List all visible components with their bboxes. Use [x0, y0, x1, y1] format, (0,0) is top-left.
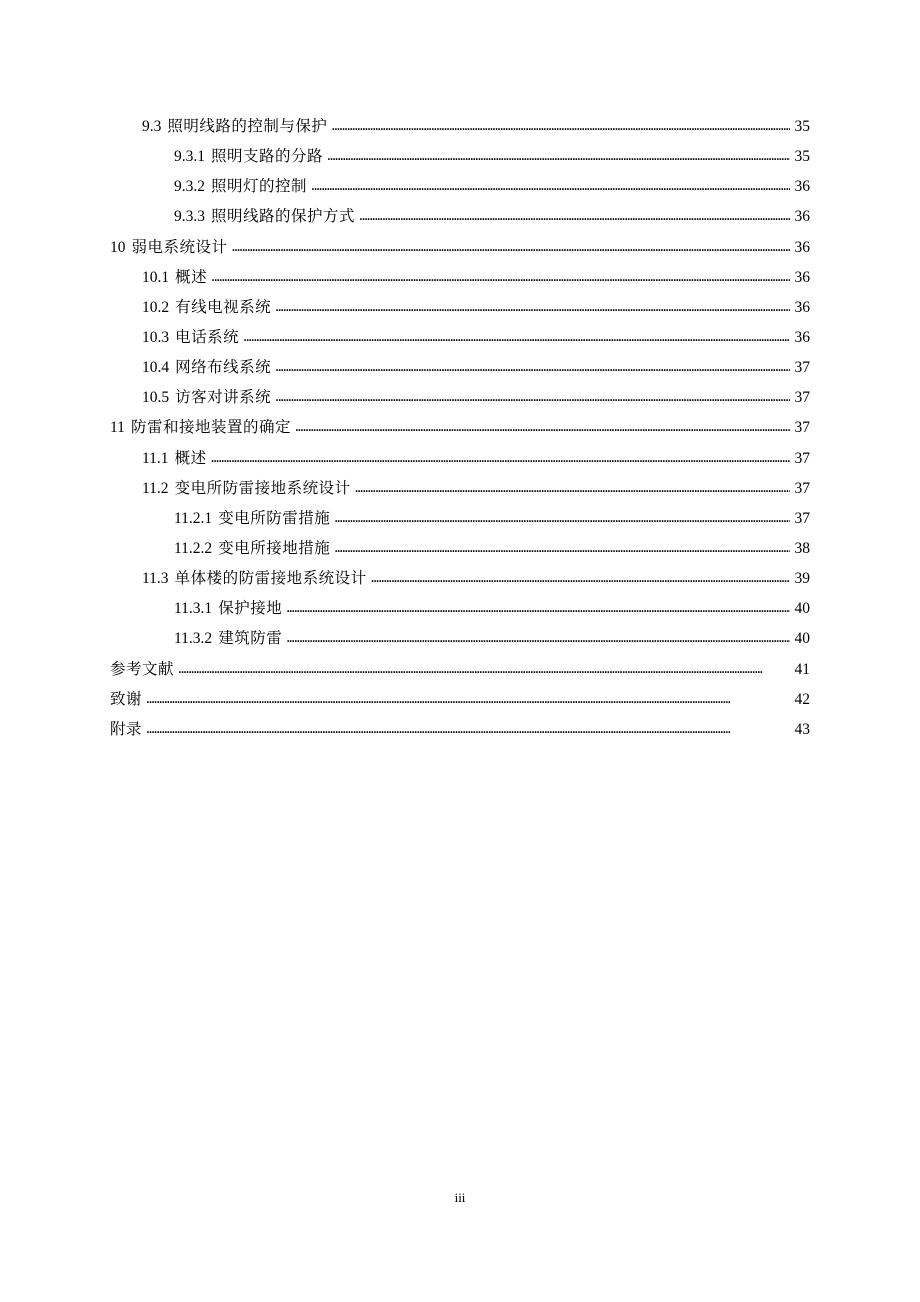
toc-entry-page: 39 — [794, 570, 810, 588]
dot-leader — [275, 382, 790, 412]
toc-entry[interactable] — [110, 233, 810, 263]
toc-entry[interactable] — [110, 655, 810, 685]
dot-leader — [275, 292, 790, 322]
toc-entry[interactable] — [110, 172, 810, 202]
toc-entry-page: 36 — [794, 268, 810, 286]
dot-leader — [232, 232, 790, 262]
toc-entry[interactable] — [110, 564, 810, 594]
toc-entry-number: 11 — [110, 419, 125, 437]
toc-entry-title: 访客对讲系统 — [175, 389, 272, 407]
dot-leader — [355, 473, 790, 503]
toc-entry[interactable] — [110, 624, 810, 654]
toc-entry[interactable] — [110, 293, 810, 323]
toc-entry[interactable] — [110, 534, 810, 564]
dot-leader — [359, 201, 790, 231]
toc-entry-title: 保护接地 — [218, 600, 283, 618]
table-of-contents — [110, 112, 810, 745]
dot-leader — [146, 714, 790, 744]
toc-entry-number: 10.2 — [142, 298, 170, 316]
toc-entry[interactable] — [110, 383, 810, 413]
toc-entry[interactable] — [110, 202, 810, 232]
dot-leader — [371, 563, 790, 593]
toc-entry-number: 11.2.2 — [174, 539, 213, 557]
toc-entry-number: 11.3 — [142, 570, 169, 588]
toc-entry-page: 37 — [794, 509, 810, 527]
page-number: iii — [454, 1190, 466, 1205]
toc-entry[interactable] — [110, 474, 810, 504]
toc-entry[interactable] — [110, 715, 810, 745]
toc-entry[interactable] — [110, 353, 810, 383]
toc-entry-page: 36 — [794, 328, 810, 346]
toc-entry-page: 40 — [794, 630, 810, 648]
toc-entry-number: 9.3.1 — [174, 148, 205, 166]
toc-entry-page: 36 — [794, 208, 810, 226]
toc-entry-number: 9.3 — [142, 118, 162, 135]
dot-leader — [334, 503, 790, 533]
toc-entry-title: 附录 — [110, 720, 143, 738]
toc-entry-title: 变电所防雷接地系统设计 — [174, 479, 351, 497]
toc-entry-page: 42 — [794, 690, 810, 708]
toc-entry-page: 37 — [794, 479, 810, 497]
toc-entry-number: 11.2.1 — [174, 509, 213, 527]
toc-entry-title: 弱电系统设计 — [131, 238, 228, 256]
toc-entry-title: 变电所防雷措施 — [218, 509, 331, 527]
toc-entry[interactable] — [110, 685, 810, 715]
toc-entry-title: 有线电视系统 — [175, 298, 272, 316]
dot-leader — [311, 171, 790, 201]
toc-entry-number: 11.3.1 — [174, 600, 213, 618]
toc-entry-page: 36 — [794, 298, 810, 316]
toc-entry[interactable] — [110, 594, 810, 624]
toc-entry-number: 10.1 — [142, 268, 170, 286]
toc-entry-page: 36 — [794, 178, 810, 196]
dot-leader — [178, 654, 790, 684]
toc-entry-number: 10.4 — [142, 359, 170, 377]
toc-entry-title: 电话系统 — [175, 328, 240, 346]
toc-entry-page: 37 — [794, 419, 810, 437]
toc-entry-number: 10.5 — [142, 389, 170, 407]
toc-entry[interactable] — [110, 142, 810, 172]
toc-entry-number: 10.3 — [142, 328, 170, 346]
toc-entry-number: 9.3.2 — [174, 178, 205, 196]
dot-leader — [286, 623, 790, 653]
toc-entry[interactable] — [110, 444, 810, 474]
toc-entry-title: 概述 — [175, 268, 208, 286]
toc-entry-page: 37 — [794, 449, 810, 467]
toc-entry-title: 照明线路的保护方式 — [211, 208, 356, 226]
toc-entry-title: 照明线路的控制与保护 — [167, 118, 328, 135]
toc-entry-page: 35 — [794, 148, 810, 166]
toc-entry-title: 致谢 — [110, 690, 143, 708]
dot-leader — [211, 443, 790, 473]
toc-entry[interactable] — [110, 413, 810, 443]
toc-entry-title: 网络布线系统 — [175, 359, 272, 377]
toc-entry-page: 37 — [794, 359, 810, 377]
toc-entry-page: 41 — [794, 660, 810, 678]
toc-entry-page: 43 — [794, 720, 810, 738]
dot-leader — [146, 684, 790, 714]
toc-entry-title: 防雷和接地装置的确定 — [130, 419, 291, 437]
toc-entry[interactable] — [110, 504, 810, 534]
toc-entry-title: 概述 — [174, 449, 207, 467]
toc-entry-number: 11.3.2 — [174, 630, 213, 648]
dot-leader — [211, 262, 790, 292]
toc-entry-number: 10 — [110, 238, 126, 256]
toc-entry-title: 变电所接地措施 — [218, 539, 331, 557]
toc-entry-title: 单体楼的防雷接地系统设计 — [174, 570, 367, 588]
toc-entry-page: 38 — [794, 539, 810, 557]
toc-entry-title: 建筑防雷 — [218, 630, 283, 648]
toc-entry-number: 11.1 — [142, 449, 169, 467]
toc-entry-title: 照明灯的控制 — [211, 178, 308, 196]
dot-leader — [295, 412, 790, 442]
dot-leader — [331, 111, 790, 141]
dot-leader — [327, 141, 790, 171]
dot-leader — [334, 533, 790, 563]
dot-leader — [243, 322, 790, 352]
dot-leader — [275, 352, 790, 382]
toc-entry-page: 40 — [794, 600, 810, 618]
toc-entry[interactable] — [110, 323, 810, 353]
toc-entry-page: 35 — [794, 118, 810, 135]
toc-entry[interactable] — [110, 112, 810, 142]
dot-leader — [286, 593, 790, 623]
toc-entry-title: 照明支路的分路 — [211, 148, 324, 166]
toc-entry[interactable] — [110, 263, 810, 293]
toc-entry-number: 11.2 — [142, 479, 169, 497]
toc-entry-page: 37 — [794, 389, 810, 407]
toc-entry-page: 36 — [794, 238, 810, 256]
toc-entry-title: 参考文献 — [110, 660, 175, 678]
toc-entry-number: 9.3.3 — [174, 208, 205, 226]
